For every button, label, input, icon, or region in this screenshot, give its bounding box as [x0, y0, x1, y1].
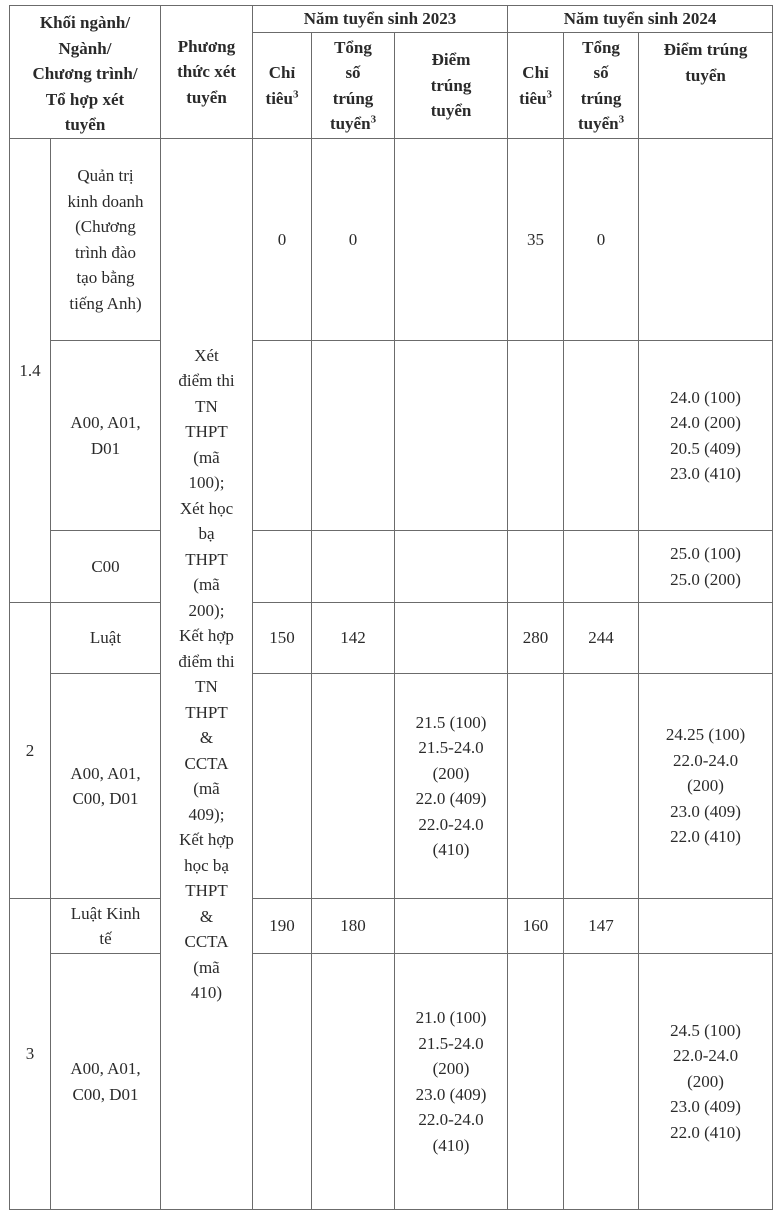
header-chi-tieu-2024: Chỉ tiêu$^3$	[508, 33, 564, 139]
chi-tieu-2023: 150	[253, 603, 312, 674]
chi-tieu-2024: 280	[508, 603, 564, 674]
chi-tieu-2024	[508, 531, 564, 603]
header-year-2024: Năm tuyển sinh 2024	[508, 6, 773, 33]
group-id: 1.4	[10, 139, 51, 603]
header-tong-so-2023: Tổng số trúng tuyển$^3$	[312, 33, 395, 139]
header-year-2023: Năm tuyển sinh 2023	[253, 6, 508, 33]
combination: A00, A01, D01	[51, 341, 161, 531]
header-tong-so-2024: Tổng số trúng tuyển$^3$	[564, 33, 639, 139]
group-id: 3	[10, 899, 51, 1210]
tong-so-2024	[564, 531, 639, 603]
diem-2024: 24.0 (100) 24.0 (200) 20.5 (409) 23.0 (410)	[639, 341, 773, 531]
admission-table	[9, 5, 773, 1210]
header-diem-2024: Điểm trúng tuyển	[639, 33, 773, 139]
admission-method: Xét điểm thi TN THPT (mã 100); Xét học bạ THPT (mã 200); Kết hợp điểm thi TN THPT & CCTA (mã 409); Kết hợp học bạ THPT & CCTA (mã 410)	[161, 139, 253, 1210]
table-row	[10, 603, 773, 674]
tong-so-2023	[312, 341, 395, 531]
tong-so-2023: 142	[312, 603, 395, 674]
chi-tieu-2024	[508, 341, 564, 531]
diem-2023	[395, 899, 508, 954]
tong-so-2024: 147	[564, 899, 639, 954]
chi-tieu-2024	[508, 674, 564, 899]
diem-2024: 24.5 (100) 22.0-24.0 (200) 23.0 (409) 22.0 (410)	[639, 954, 773, 1210]
table-row	[10, 139, 773, 341]
tong-so-2023	[312, 954, 395, 1210]
tong-so-2024: 244	[564, 603, 639, 674]
diem-2024: 24.25 (100) 22.0-24.0 (200) 23.0 (409) 22.0 (410)	[639, 674, 773, 899]
diem-2024: 25.0 (100) 25.0 (200)	[639, 531, 773, 603]
table-row	[10, 674, 773, 899]
diem-2023	[395, 139, 508, 341]
chi-tieu-2024	[508, 954, 564, 1210]
program-name: Quản trị kinh doanh (Chương trình đào tạo bằng tiếng Anh)	[51, 139, 161, 341]
chi-tieu-2024: 160	[508, 899, 564, 954]
group-id: 2	[10, 603, 51, 899]
table-row	[10, 899, 773, 954]
chi-tieu-2024: 35	[508, 139, 564, 341]
tong-so-2023: 180	[312, 899, 395, 954]
tong-so-2023: 0	[312, 139, 395, 341]
diem-2023: 21.5 (100) 21.5-24.0 (200) 22.0 (409) 22.0-24.0 (410)	[395, 674, 508, 899]
diem-2023: 21.0 (100) 21.5-24.0 (200) 23.0 (409) 22.0-24.0 (410)	[395, 954, 508, 1210]
chi-tieu-2023	[253, 341, 312, 531]
combination: C00	[51, 531, 161, 603]
chi-tieu-2023: 0	[253, 139, 312, 341]
program-name: Luật Kinh tế	[51, 899, 161, 954]
diem-2023	[395, 531, 508, 603]
chi-tieu-2023	[253, 531, 312, 603]
header-method: Phương thức xét tuyển	[161, 6, 253, 139]
chi-tieu-2023: 190	[253, 899, 312, 954]
combination: A00, A01, C00, D01	[51, 674, 161, 899]
tong-so-2023	[312, 531, 395, 603]
tong-so-2024: 0	[564, 139, 639, 341]
chi-tieu-2023	[253, 674, 312, 899]
table-row	[10, 954, 773, 1210]
program-name: Luật	[51, 603, 161, 674]
header-diem-2023: Điểm trúng tuyển	[395, 33, 508, 139]
table-row	[10, 341, 773, 531]
tong-so-2024	[564, 954, 639, 1210]
header-chi-tieu-2023: Chỉ tiêu$^3$	[253, 33, 312, 139]
tong-so-2023	[312, 674, 395, 899]
diem-2024	[639, 139, 773, 341]
diem-2024	[639, 603, 773, 674]
tong-so-2024	[564, 341, 639, 531]
tong-so-2024	[564, 674, 639, 899]
table-row	[10, 531, 773, 603]
diem-2023	[395, 603, 508, 674]
chi-tieu-2023	[253, 954, 312, 1210]
header-program: Khối ngành/ Ngành/ Chương trình/ Tổ hợp xét tuyển	[10, 6, 161, 139]
diem-2024	[639, 899, 773, 954]
diem-2023	[395, 341, 508, 531]
combination: A00, A01, C00, D01	[51, 954, 161, 1210]
